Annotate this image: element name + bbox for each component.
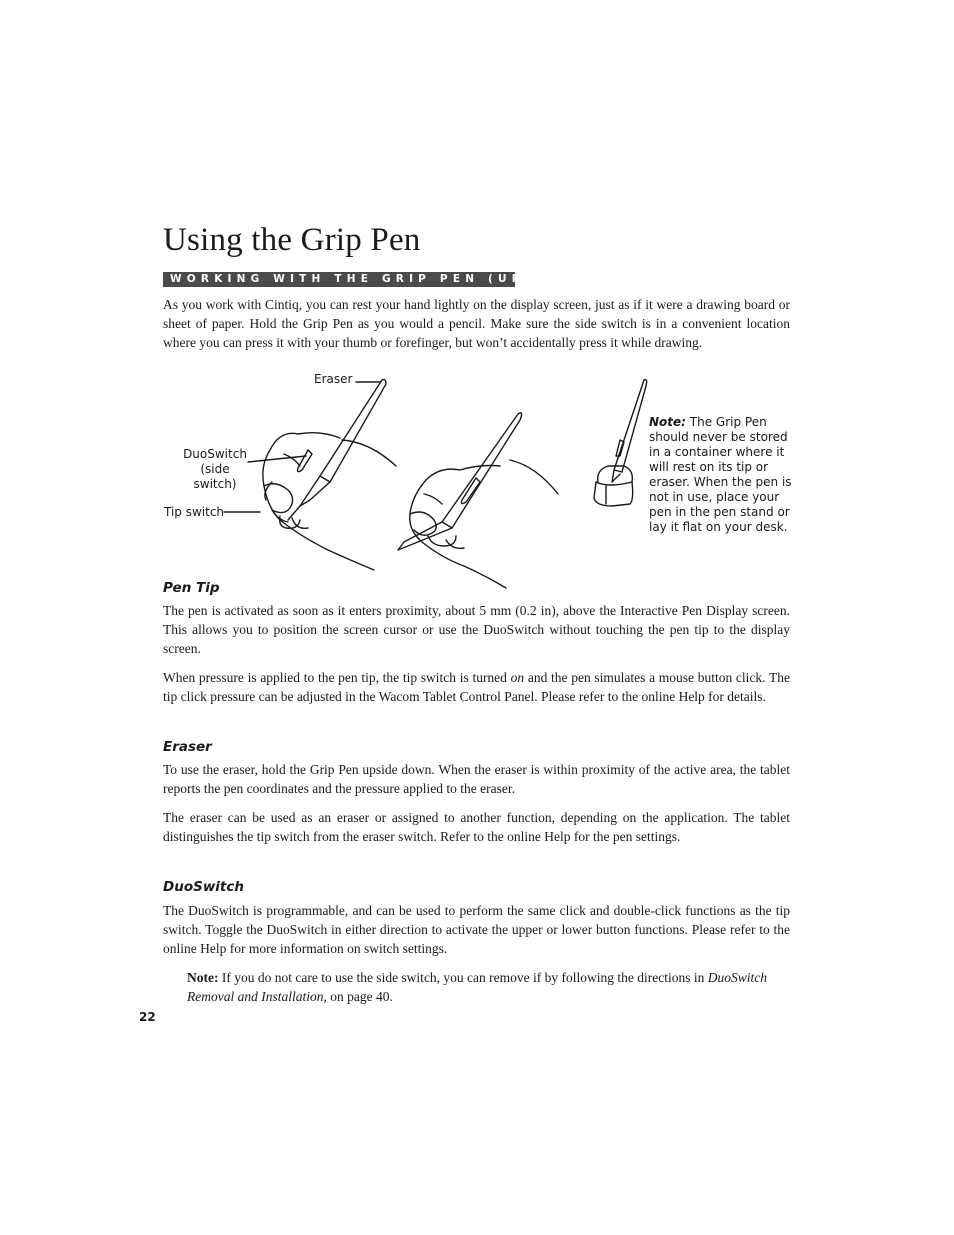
note-text-start: If you do not care to use the side switch, you can remove if by following the directions in xyxy=(218,970,708,985)
duoswitch-paragraph: The DuoSwitch is programmable, and can be used to perform the same click and double-click functions as the tip switch. Toggle the DuoSwitch in either direction to activate the upper or lower button functions. Please refer to the online Help for more information on switch settings. xyxy=(163,903,790,956)
note-label: Note: xyxy=(187,970,219,985)
duoswitch-label-line2: (side switch) xyxy=(193,462,237,491)
eraser-paragraph-2: The eraser can be used as an eraser or assigned to another function, depending on the application. The tablet distinguishes the tip switch from the eraser switch. Refer to the online Help for the pen settings. xyxy=(163,810,790,844)
storage-note-text: The Grip Pen should never be stored in a container where it will rest on its tip or eraser. When the pen is not in use, place your pen in the pen stand or lay it flat on your desk. xyxy=(649,415,792,534)
duoswitch-callout-label xyxy=(178,447,252,492)
duoswitch-heading: DuoSwitch xyxy=(163,879,244,895)
section-heading: WORKING WITH THE GRIP PEN (UP-911E) xyxy=(170,273,594,285)
tip-switch-callout-label: Tip switch xyxy=(164,505,225,519)
eraser-heading: Eraser xyxy=(163,739,212,755)
storage-note xyxy=(649,415,797,535)
note-text-end: , on page 40. xyxy=(323,988,393,1004)
section-heading-bar xyxy=(163,272,594,287)
eraser-callout-label: Eraser xyxy=(314,372,353,386)
storage-note-label: Note: xyxy=(649,415,686,429)
pen-tip-p2-emphasis: on xyxy=(510,670,525,685)
pen-tip-p2-start: When pressure is applied to the pen tip, the tip switch is turned xyxy=(163,670,511,685)
duoswitch-label-line1: DuoSwitch xyxy=(183,447,247,461)
note-reference-link[interactable]: DuoSwitch Removal and Installation xyxy=(187,970,767,1004)
page-number: 22 xyxy=(139,1010,156,1024)
intro-paragraph: As you work with Cintiq, you can rest your hand lightly on the display screen, just as if it were a drawing board or sheet of paper. Hold the Grip Pen as you would a pencil. Make sure the side switch is in a convenient location where you can press it with your thumb or forefinger, but won’t accidentally press it while drawing. xyxy=(163,297,790,350)
pen-tip-paragraph-2 xyxy=(163,669,790,707)
pen-tip-paragraph-1: The pen is activated as soon as it enters proximity, about 5 mm (0.2 in), above the Interactive Pen Display screen. This allows you to position the screen cursor or use the DuoSwitch without touching the pen tip to the display screen. xyxy=(163,603,790,656)
page-title: Using the Grip Pen xyxy=(163,222,421,258)
pen-tip-p2-end: and the pen simulates a mouse button click. The tip click pressure can be adjusted in the Wacom Tablet Control Panel. Please refer to the online Help for details. xyxy=(163,670,790,704)
side-switch-note xyxy=(187,969,790,1007)
pen-tip-heading: Pen Tip xyxy=(163,580,220,596)
eraser-paragraph-1: To use the eraser, hold the Grip Pen upside down. When the eraser is within proximity of the active area, the tablet reports the pen coordinates and the pressure applied to the eraser. xyxy=(163,762,790,796)
